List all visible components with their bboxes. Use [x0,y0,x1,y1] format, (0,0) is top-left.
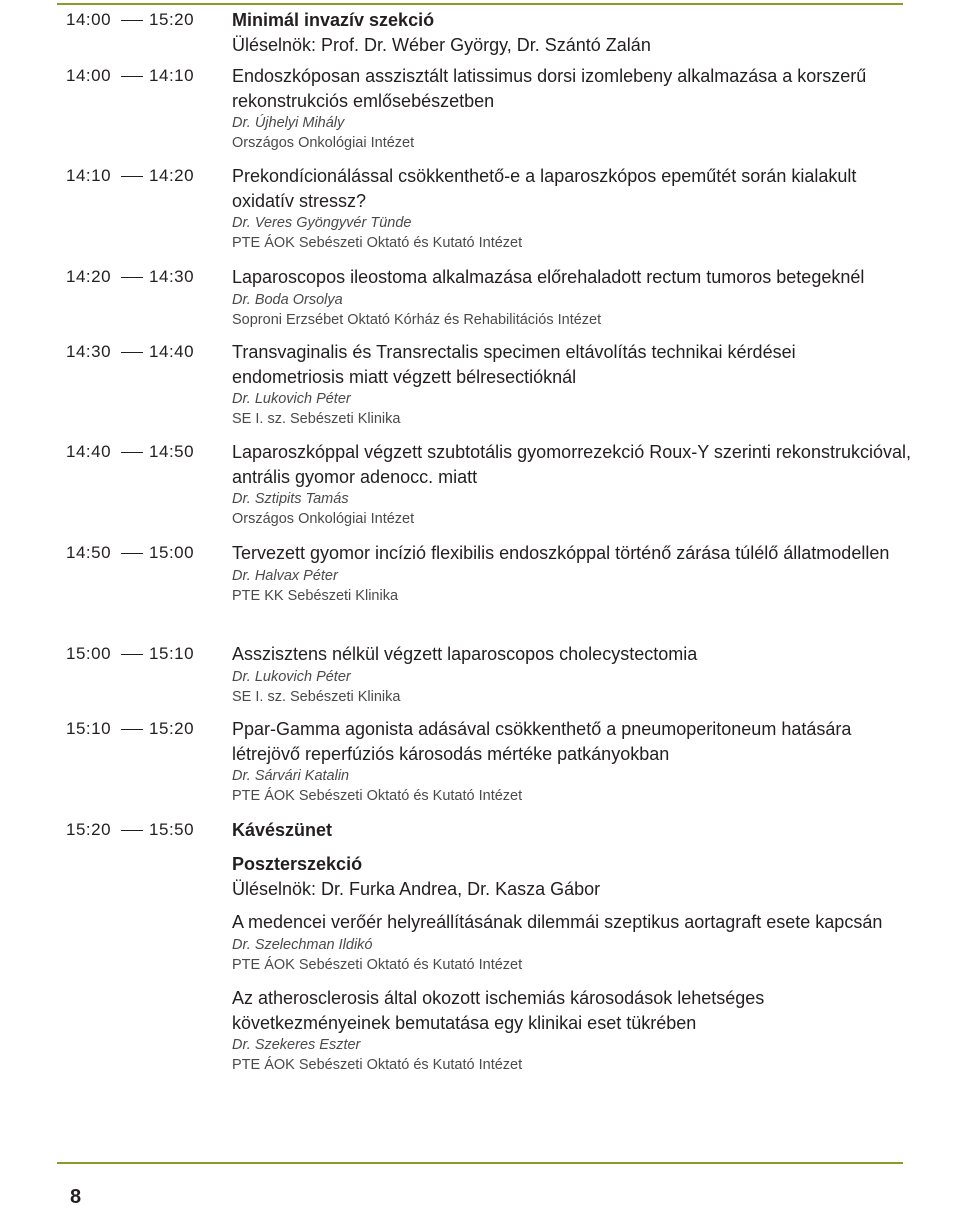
time-dash [121,830,143,831]
time-end: 15:50 [149,820,195,839]
time-end: 15:20 [149,10,195,29]
poster-affiliation: PTE ÁOK Sebészeti Oktató és Kutató Intézet [232,956,523,973]
talk-time [66,541,194,565]
time-start: 14:50 [66,543,112,562]
talk-affiliation: Országos Onkológiai Intézet [232,511,415,527]
talk-speaker: Dr. Lukovich Péter [232,391,351,407]
talk-time [66,642,194,666]
talk-affiliation: Soproni Erzsébet Oktató Kórház és Rehabilitációs Intézet [232,311,602,328]
session-title: Minimál invazív szekció [232,10,435,30]
time-start: 14:00 [66,10,112,29]
time-dash [121,553,143,554]
time-end: 14:10 [149,66,195,85]
talk-speaker: Dr. Veres Gyöngyvér Tünde [232,215,412,231]
poster-affiliation: PTE ÁOK Sebészeti Oktató és Kutató Intézet [232,1057,523,1073]
talk-speaker: Dr. Boda Orsolya [232,291,343,308]
talk-time [66,340,194,364]
talk-title: Laparoscopos ileostoma alkalmazása előrehaladott rectum tumoros betegeknél [232,267,865,287]
time-start: 15:00 [66,644,112,663]
bottom-rule [57,1162,903,1164]
talk-affiliation: SE I. sz. Sebészeti Klinika [232,411,401,427]
poster-session-title: Poszterszekció [232,854,363,874]
talk-time [66,164,194,188]
poster-speaker: Dr. Szelechman Ildikó [232,936,373,953]
time-end: 14:30 [149,267,195,286]
time-end: 15:00 [149,543,195,562]
poster-session-chairs: Üléselnök: Dr. Furka Andrea, Dr. Kasza Gábor [232,878,601,899]
talk-affiliation: SE I. sz. Sebészeti Klinika [232,688,401,705]
time-start: 15:20 [66,820,112,839]
time-dash [121,729,143,730]
talk-title: Transvaginalis és Transrectalis specimen eltávolítás technikai kérdései endometriosis miatt végzett bélresectióknál [232,342,796,387]
top-rule [57,3,903,5]
time-start: 14:40 [66,442,112,461]
time-dash [121,76,143,77]
talk-time [66,440,194,464]
break-time [66,818,194,842]
time-start: 14:10 [66,166,112,185]
break-title: Kávészünet [232,820,333,840]
talk-affiliation: Országos Onkológiai Intézet [232,135,415,151]
talk-speaker: Dr. Sárvári Katalin [232,768,350,784]
time-dash [121,176,143,177]
poster-speaker: Dr. Szekeres Eszter [232,1037,361,1053]
session-chairs: Üléselnök: Prof. Dr. Wéber György, Dr. Szántó Zalán [232,34,651,55]
talk-time [66,265,194,289]
talk-title: Ppar-Gamma agonista adásával csökkenthető a pneumoperitoneum hatására létrejövő reperfúziós károsodás mértéke patkányokban [232,719,852,764]
time-start: 14:30 [66,342,112,361]
talk-title: Prekondícionálással csökkenthető-e a laparoszkópos epeműtét során kialakult oxidatív stressz? [232,166,857,211]
talk-speaker: Dr. Lukovich Péter [232,668,351,685]
time-start: 15:10 [66,719,112,738]
talk-time [66,717,194,741]
talk-title: Endoszkóposan asszisztált latissimus dorsi izomlebeny alkalmazása a korszerű rekonstrukciós emlősebészetben [232,66,867,111]
talk-speaker: Dr. Újhelyi Mihály [232,115,345,131]
time-start: 14:00 [66,66,112,85]
poster-title: A medencei verőér helyreállításának dilemmái szeptikus aortagraft esete kapcsán [232,912,883,932]
time-dash [121,277,143,278]
time-end: 14:50 [149,442,195,461]
talk-affiliation: PTE ÁOK Sebészeti Oktató és Kutató Intézet [232,788,523,804]
time-start: 14:20 [66,267,112,286]
time-end: 15:20 [149,719,195,738]
time-dash [121,20,143,21]
talk-affiliation: PTE KK Sebészeti Klinika [232,587,399,604]
time-dash [121,654,143,655]
talk-title: Asszisztens nélkül végzett laparoscopos cholecystectomia [232,644,698,664]
talk-affiliation: PTE ÁOK Sebészeti Oktató és Kutató Intézet [232,235,523,251]
talk-title: Laparoszkóppal végzett szubtotális gyomorrezekció Roux-Y szerinti rekonstrukcióval, antrális gyomor adenocc. miatt [232,442,911,487]
talk-speaker: Dr. Halvax Péter [232,567,338,584]
time-end: 14:20 [149,166,195,185]
time-end: 15:10 [149,644,195,663]
time-dash [121,452,143,453]
poster-title: Az atherosclerosis által okozott ischemiás károsodások lehetséges következményeinek bemutatása egy klinikai eset tükrében [232,988,765,1033]
talk-title: Tervezett gyomor incízió flexibilis endoszkóppal történő zárása túlélő állatmodellen [232,543,890,563]
session-time [66,8,194,32]
talk-time [66,64,194,88]
page-number: 8 [70,1186,82,1208]
time-end: 14:40 [149,342,195,361]
time-dash [121,352,143,353]
talk-speaker: Dr. Sztipits Tamás [232,491,349,507]
